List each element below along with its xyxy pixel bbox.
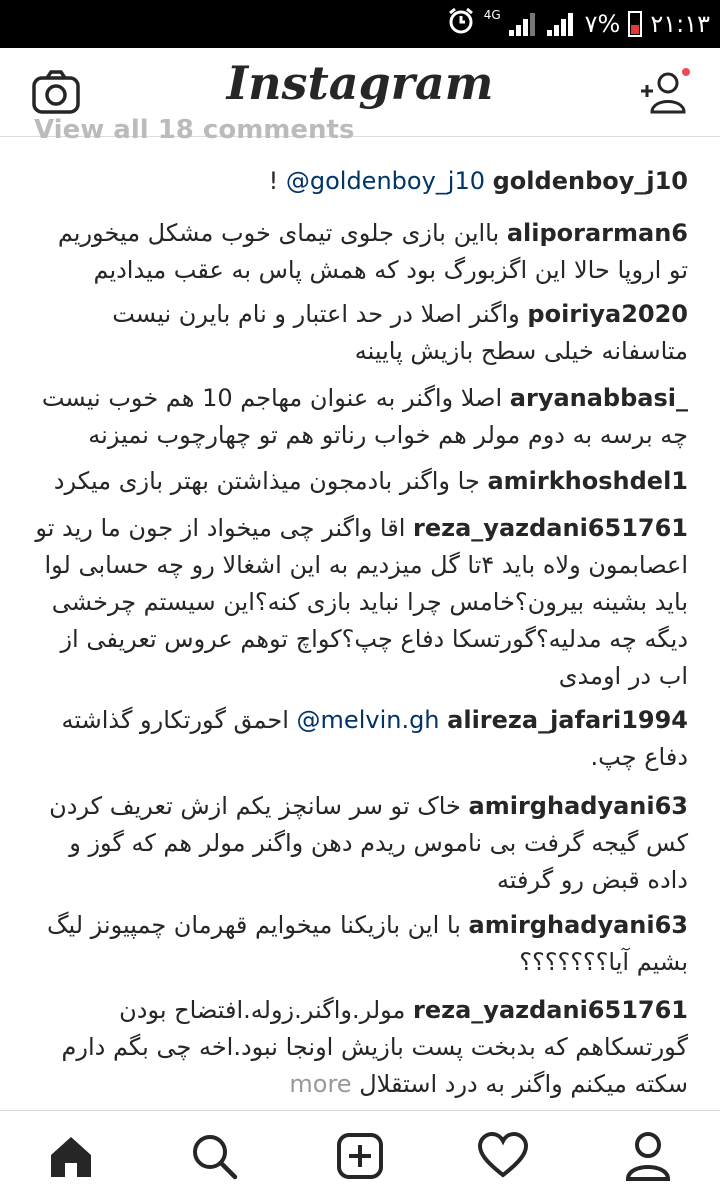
clock: ۲۱:۱۳ [650,10,710,38]
comment-item [33,163,688,200]
comment-username[interactable]: amirghadyani63 [468,792,688,820]
profile-icon[interactable] [621,1129,675,1183]
comment-username[interactable]: amirghadyani63 [468,911,688,939]
home-icon[interactable] [44,1129,98,1183]
view-all-comments[interactable]: View all 18 comments [34,115,355,145]
comment-item [33,463,688,500]
comment-item [33,380,688,454]
comment-item [33,907,688,981]
comment-text: واگنر اصلا در حد اعتبار و نام بایرن نیست متاسفانه خیلی سطح بازیش پایینه [112,300,688,365]
comment-username[interactable]: aryanabbasi_ [509,384,688,412]
new-post-icon[interactable] [333,1129,387,1183]
comment-username[interactable]: alireza_jafari1994 [447,706,688,734]
comment-username[interactable]: goldenboy_j10 [492,167,688,195]
network-label: 4G [483,8,501,22]
activity-icon[interactable] [476,1129,530,1183]
signal-icon-1 [509,12,539,36]
comment-text: احمق گورتکارو گذاشته دفاع چپ. [61,706,688,771]
comment-item [33,296,688,370]
comment-text: خاک تو سر سانچز یکم ازش تعریف کردن کس گیجه گرفت بی ناموس ریدم دهن واگنر مولر هم که گوز و داده قبض رو گرفته [49,792,688,894]
comment-item [33,992,688,1103]
comment-mention[interactable]: @melvin.gh [296,706,440,734]
comment-text: اقا واگنر چی میخواد از جون ما رید تو اعصابمون ولاه باید ۴تا گل میزدیم به این اشغالا رو چه حسابی لوا باید بشینه بیرون؟خامس چرا نباید بازی کنه؟این سیستم چرخشی دیگه چه مدلیه؟گورتسکا دفاع چپ؟کواچ توهم عروس تعریفی از اب در اومدی [35,514,688,690]
battery-icon [628,11,642,37]
search-icon[interactable] [187,1129,241,1183]
comment-text: با این بازیکنا میخوایم قهرمان چمپیونز لیگ بشیم آیا؟؟؟؟؟؟؟ [47,911,688,976]
comment-username[interactable]: aliporarman6 [506,219,688,247]
comment-item [33,215,688,289]
battery-percent: ۷% [584,10,621,38]
notification-dot [682,68,690,76]
comment-text: مولر.واگنر.زوله.افتضاح بودن گورتسکاهم که بدبخت پست بازیش اونجا نبود.اخه چی بگم دارم سکته میکنم واگنر به درد استقلال [61,996,688,1098]
comment-username[interactable]: poiriya2020 [527,300,688,328]
comments-feed[interactable] [0,115,720,1110]
status-bar [0,0,720,48]
signal-icon-2 [547,12,577,36]
instagram-logo: Instagram [226,56,494,110]
comment-text: ! [268,167,279,195]
comment-username[interactable]: amirkhoshdel1 [487,467,688,495]
more-link[interactable]: more [289,1070,352,1098]
bottom-nav [0,1110,720,1200]
comment-mention[interactable]: @goldenboy_j10 [285,167,485,195]
status-right [446,0,710,48]
comment-item [33,510,688,695]
alarm-icon [446,6,476,42]
comment-text: اصلا واگنر به عنوان مهاجم 10 هم خوب نیست چه برسه به دوم مولر هم خواب رناتو هم تو چهارچوب نمیزنه [41,384,688,449]
comment-text: بااین بازی جلوی تیمای خوب مشکل میخوریم تو اروپا حالا این اگزبورگ بود که همش پاس به عقب میدادیم [57,219,688,284]
comment-text: جا واگنر بادمجون میذاشتن بهتر بازی میکرد [53,467,480,495]
comment-username[interactable]: reza_yazdani651761 [413,514,688,542]
comment-item [33,788,688,899]
comment-item [33,702,688,776]
comment-username[interactable]: reza_yazdani651761 [413,996,688,1024]
